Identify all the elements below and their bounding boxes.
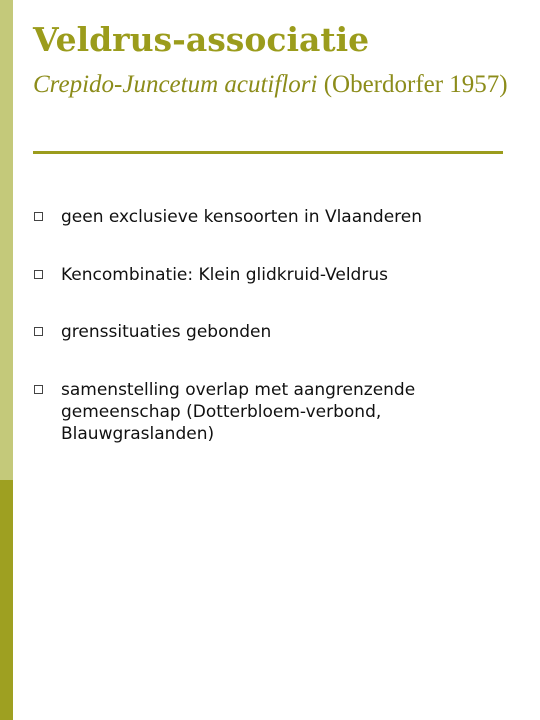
square-bullet-icon <box>34 212 43 221</box>
bullet-item <box>34 264 504 286</box>
square-bullet-icon <box>34 327 43 336</box>
bullet-item <box>34 206 504 228</box>
bullet-text: Kencombinatie: Klein glidkruid-Veldrus <box>61 265 388 285</box>
subtitle-author-year: (Oberdorfer 1957) <box>317 71 508 98</box>
bullet-item <box>34 379 474 445</box>
slide-title: Veldrus-associatie <box>33 20 370 59</box>
square-bullet-icon <box>34 385 43 394</box>
title-divider <box>33 151 503 154</box>
bullet-item <box>34 321 504 343</box>
subtitle-scientific-name: Crepido-Juncetum acutiflori <box>33 71 318 98</box>
bullet-text: geen exclusieve kensoorten in Vlaanderen <box>61 207 423 227</box>
bullet-text: samenstelling overlap met aangrenzende gemeenschap (Dotterbloem-verbond, Blauwgraslanden) <box>61 380 416 444</box>
side-bar-decoration-upper <box>0 0 13 480</box>
square-bullet-icon <box>34 270 43 279</box>
bullet-text: grenssituaties gebonden <box>61 322 272 342</box>
side-bar-decoration-lower <box>0 480 13 720</box>
slide-subtitle <box>33 64 513 106</box>
